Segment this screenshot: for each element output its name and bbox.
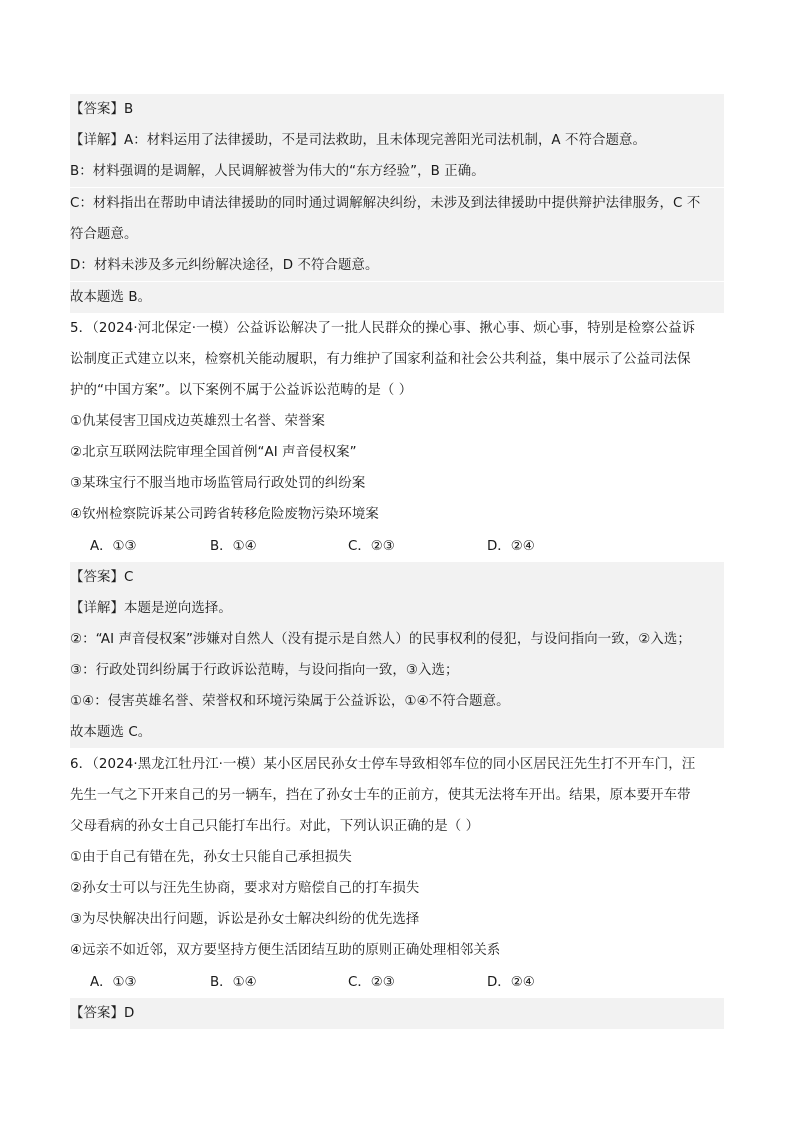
q5-option-b: B．①④ [210,539,257,554]
q4-explanation-c-line2: 符合题意。 [70,219,724,250]
q6-item: ①由于自己有错在先，孙女士只能自己承担损失 [70,850,352,865]
q6-option-a: A．①③ [90,975,137,990]
q6-option-c: C．②③ [348,975,395,990]
q5-item: ③某珠宝行不服当地市场监管局行政处罚的纠纷案 [70,476,366,491]
q5-explanation-3: ③：行政处罚纠纷属于行政诉讼范畴，与设问指向一致，③入选； [70,655,724,686]
q4-explanation-b: B：材料强调的是调解，人民调解被誉为伟大的“东方经验”，B 正确。 [70,156,724,187]
q6-item: ③为尽快解决出行问题，诉讼是孙女士解决纠纷的优先选择 [70,912,420,927]
q5-stem-line2: 讼制度正式建立以来，检察机关能动履职，有力维护了国家利益和社会公共利益，集中展示了公益司法保 [70,352,691,367]
q6-stem-line2: 先生一气之下开来自己的另一辆车，挡在了孙女士车的正前方，使其无法将车开出。结果，原本要开车带 [70,788,691,803]
q5-stem-line1: 5．（2024·河北保定·一模）公益诉讼解决了一批人民群众的操心事、揪心事、烦心事，特别是检察公益诉 [70,321,696,336]
q5-options [70,531,724,562]
q5-item: ④钦州检察院诉某公司跨省转移危险废物污染环境案 [70,507,379,522]
q4-answer: 【答案】B [70,94,724,125]
q6-stem-line1: 6．（2024·黑龙江牡丹江·一模）某小区居民孙女士停车导致相邻车位的同小区居民汪先生打不开车门，汪 [70,757,696,772]
q5-explanation-2: ②：“AI 声音侵权案”涉嫌对自然人（没有提示是自然人）的民事权利的侵犯，与设问指向一致，②入选； [70,624,724,655]
q5-option-a: A．①③ [90,539,137,554]
q5-option-d: D．②④ [487,539,535,554]
q4-detail: 【详解】A：材料运用了法律援助，不是司法救助，且未体现完善阳光司法机制，A 不符合题意。 [70,125,724,156]
q5-option-c: C．②③ [348,539,395,554]
q5-stem-line3: 护的“中国方案”。以下案例不属于公益诉讼范畴的是（ ） [70,383,413,398]
q6-item: ②孙女士可以与汪先生协商，要求对方赔偿自己的打车损失 [70,881,420,896]
q4-explanation-d: D：材料未涉及多元纠纷解决途径，D 不符合题意。 [70,250,724,281]
q6-option-d: D．②④ [487,975,535,990]
q6-item: ④远亲不如近邻，双方要坚持方便生活团结互助的原则正确处理相邻关系 [70,943,501,958]
q4-conclusion: 故本题选 B。 [70,282,724,313]
q6-answer: 【答案】D [70,998,724,1029]
q4-explanation-c-line1: C：材料指出在帮助申请法律援助的同时通过调解解决纠纷，未涉及到法律援助中提供辩护法律服务，C 不 [70,188,724,219]
q5-explanation-14: ①④：侵害英雄名誉、荣誉权和环境污染属于公益诉讼，①④不符合题意。 [70,686,724,717]
q5-item: ②北京互联网法院审理全国首例“AI 声音侵权案” [70,445,357,460]
q6-options [70,967,724,998]
q6-option-b: B．①④ [210,975,257,990]
q5-conclusion: 故本题选 C。 [70,717,724,748]
q5-item: ①仇某侵害卫国戍边英雄烈士名誉、荣誉案 [70,414,325,429]
q5-detail: 【详解】本题是逆向选择。 [70,593,724,624]
q6-stem-line3: 父母看病的孙女士自己只能打车出行。对此，下列认识正确的是（ ） [70,819,480,834]
q5-answer: 【答案】C [70,562,724,593]
